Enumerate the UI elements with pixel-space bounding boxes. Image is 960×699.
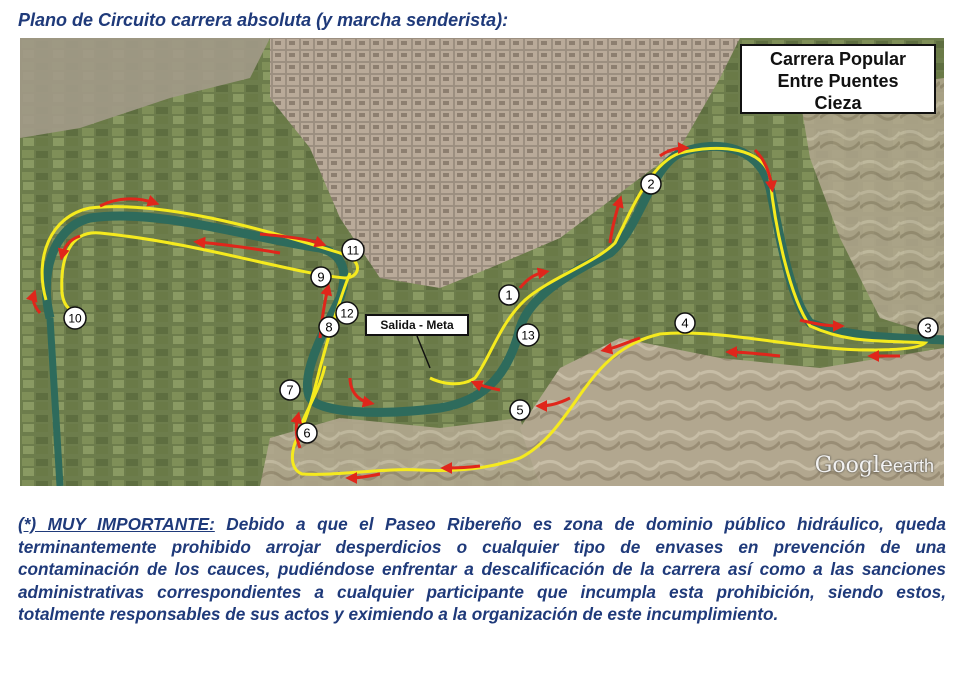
- notice-label: (*) MUY IMPORTANTE:: [18, 514, 215, 534]
- checkpoint-12: [336, 302, 358, 324]
- checkpoint-1: [499, 285, 519, 305]
- google-earth-attribution: [815, 452, 934, 478]
- checkpoint-10: [64, 307, 86, 329]
- checkpoint-number: 3: [924, 320, 932, 336]
- earth-wordmark: earth: [892, 456, 934, 476]
- notice-text: Debido a que el Paseo Ribereño es zona de dominio público hidráulico, queda terminantemente prohibido arrojar desperdicios o cualquier tipo de envases en prevención de una contaminación de los cauces, pudiéndose enfrentar a descalificación de la carrera así como a las sanciones administrativas correspondientes a cualquier participante que incumpla esta prohibición, siendo estos, totalmente responsables de sus actos y eximiendo a la organización de este incumplimiento.: [18, 514, 946, 624]
- page-title: Plano de Circuito carrera absoluta (y marcha senderista):: [18, 10, 509, 30]
- important-notice: [18, 513, 946, 626]
- checkpoint-9: [311, 267, 331, 287]
- checkpoint-number: 4: [681, 315, 689, 331]
- checkpoint-number: 6: [303, 425, 311, 441]
- checkpoint-number: 8: [325, 319, 333, 335]
- satellite-route-map[interactable]: [20, 38, 944, 486]
- checkpoint-number: 13: [521, 328, 535, 343]
- start-finish-label: Salida - Meta: [365, 314, 469, 336]
- event-title-line: Entre Puentes: [777, 71, 899, 91]
- checkpoint-number: 5: [516, 402, 524, 418]
- checkpoint-number: 7: [286, 382, 294, 398]
- checkpoint-8: [319, 317, 339, 337]
- checkpoint-number: 10: [68, 311, 82, 326]
- checkpoint-3: [918, 318, 938, 338]
- checkpoint-5: [510, 400, 530, 420]
- event-title-line: Carrera Popular: [769, 49, 907, 69]
- event-title-box: [740, 44, 936, 114]
- checkpoint-6: [297, 423, 317, 443]
- checkpoint-number: 12: [340, 306, 354, 321]
- checkpoint-number: 11: [346, 243, 360, 258]
- google-wordmark: Google: [814, 453, 893, 478]
- checkpoint-7: [280, 380, 300, 400]
- event-title-line: Cieza: [814, 93, 862, 113]
- checkpoint-number: 1: [505, 287, 513, 303]
- checkpoint-number: 2: [647, 176, 655, 192]
- checkpoint-2: [641, 174, 661, 194]
- checkpoint-4: [675, 313, 695, 333]
- checkpoint-number: 9: [317, 269, 325, 285]
- checkpoint-13: [517, 324, 539, 346]
- checkpoint-11: [342, 239, 364, 261]
